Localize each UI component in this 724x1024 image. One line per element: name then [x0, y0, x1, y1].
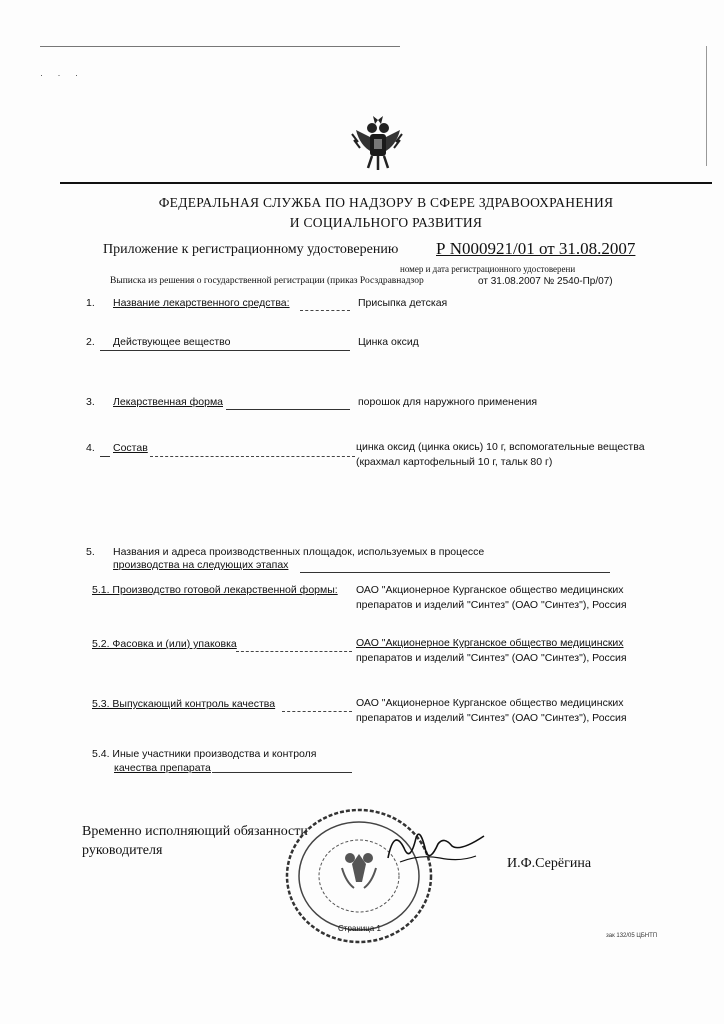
subitem-label: качества препарата	[114, 762, 211, 774]
print-code: зак 132/05 ЦБНТП	[606, 933, 658, 939]
signer-position	[82, 822, 308, 860]
subitem-label: 5.4. Иные участники производства и контроля	[92, 748, 317, 760]
coat-of-arms-icon	[350, 112, 406, 174]
registration-number: Р N000921/01 от 31.08.2007	[436, 239, 636, 258]
scan-edge-line	[706, 46, 707, 166]
item-label: Состав	[113, 442, 148, 454]
signer-position-line: руководителя	[82, 843, 163, 858]
section5-title	[113, 546, 484, 572]
section5-title-line: производства на следующих этапах	[113, 559, 289, 571]
fill-line	[100, 456, 110, 457]
item-number: 1.	[86, 297, 95, 309]
item-value	[356, 440, 645, 470]
subitem-value	[356, 636, 627, 666]
agency-title-line2: И СОЦИАЛЬНОГО РАЗВИТИЯ	[289, 215, 483, 230]
signer-position-line: Временно исполняющий обязанности	[82, 824, 308, 839]
item-value	[358, 296, 447, 311]
subitem-label: 5.3. Выпускающий контроль качества	[92, 698, 276, 710]
fill-line	[212, 772, 352, 773]
item-value	[358, 395, 537, 410]
subitem-value	[356, 583, 627, 613]
subitem-value-line: ОАО "Акционерное Курганское общество медицинских	[356, 697, 624, 709]
fill-line	[100, 350, 350, 351]
item-number: 4.	[86, 442, 95, 454]
appendix-label: Приложение к регистрационному удостоверению	[103, 242, 399, 257]
agency-title-line1: ФЕДЕРАЛЬНАЯ СЛУЖБА ПО НАДЗОРУ В СФЕРЕ ЗДРАВООХРАНЕНИЯ	[158, 195, 614, 210]
agency-title	[60, 193, 712, 233]
fill-line	[300, 572, 610, 573]
subitem-label: 5.2. Фасовка и (или) упаковка	[92, 638, 237, 650]
extract-label: Выписка из решения о государственной регистрации (приказ Росздравнадзор	[110, 276, 424, 286]
item-label: Действующее вещество	[113, 336, 231, 348]
subitem-value-line: ОАО "Акционерное Курганское общество медицинских	[356, 637, 624, 649]
item-label: Название лекарственного средства:	[113, 297, 290, 309]
item-value-line: Цинка оксид	[358, 336, 419, 348]
subitem-value-line: препаратов и изделий "Синтез" (ОАО "Синтез"), Россия	[356, 712, 627, 724]
item-value-line: Присыпка детская	[358, 297, 448, 309]
scan-specks: · · ·	[40, 70, 84, 80]
registration-note: номер и дата регистрационного удостоверени	[400, 264, 576, 274]
fill-line	[150, 456, 355, 457]
stamp-page-label: Страница 1	[338, 924, 381, 933]
fill-line	[300, 310, 350, 311]
item-number: 3.	[86, 396, 95, 408]
item-label: Лекарственная форма	[113, 396, 224, 408]
signer-name: И.Ф.Серёгина	[507, 856, 592, 871]
extract-date: от 31.08.2007 № 2540-Пр/07)	[478, 276, 613, 287]
subitem-value	[356, 696, 627, 726]
section5-number: 5.	[86, 546, 95, 558]
section5-title-line: Названия и адреса производственных площадок, используемых в процессе	[113, 546, 485, 558]
item-value	[358, 335, 419, 350]
item-value-line: порошок для наружного применения	[358, 396, 538, 408]
item-number: 2.	[86, 336, 95, 348]
item-value-line: (крахмал картофельный 10 г, тальк 80 г)	[356, 456, 553, 468]
fill-line	[282, 711, 352, 712]
subitem-value-line: препаратов и изделий "Синтез" (ОАО "Синтез"), Россия	[356, 652, 627, 664]
subitem-label: 5.1. Производство готовой лекарственной формы:	[92, 584, 338, 596]
subitem-value-line: препаратов и изделий "Синтез" (ОАО "Синтез"), Россия	[356, 599, 627, 611]
handwritten-signature-icon	[380, 818, 490, 878]
fill-line	[226, 409, 350, 410]
scan-top-line	[40, 46, 400, 47]
fill-line	[236, 651, 352, 652]
header-rule	[60, 182, 712, 184]
subitem-5-4	[92, 747, 316, 775]
subitem-value-line: ОАО "Акционерное Курганское общество медицинских	[356, 584, 624, 596]
item-value-line: цинка оксид (цинка окись) 10 г, вспомогательные вещества	[356, 441, 645, 453]
